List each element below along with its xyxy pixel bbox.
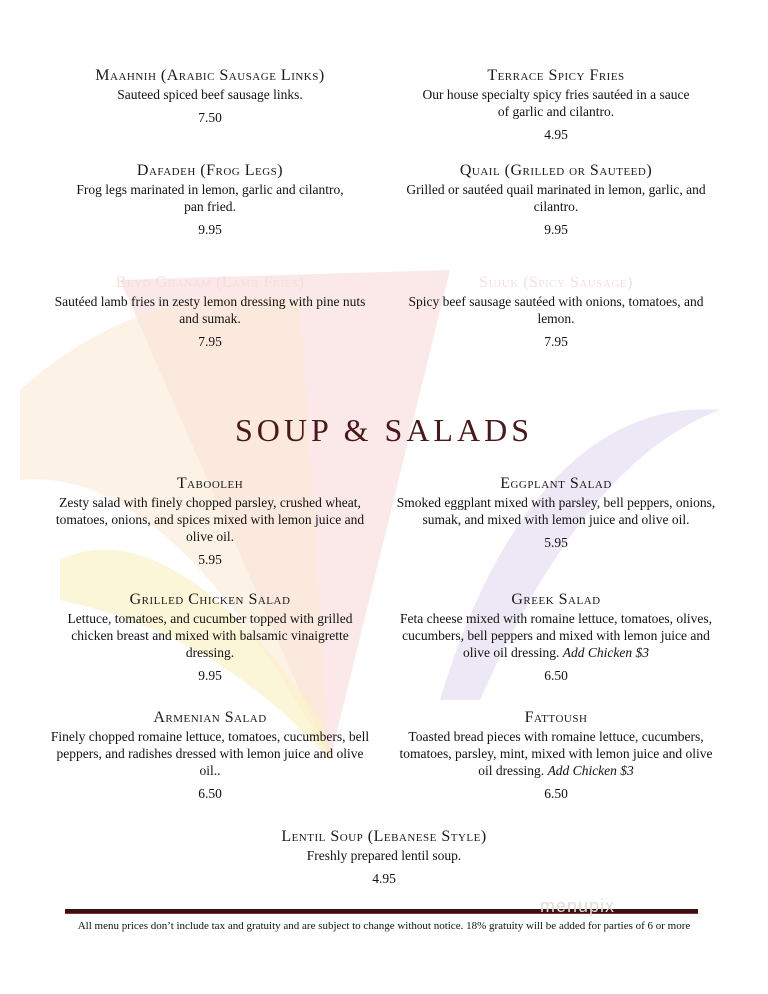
item-price: 5.95 bbox=[198, 552, 222, 567]
item-price: 4.95 bbox=[372, 871, 396, 886]
item-description: Grilled or sautéed quail marinated in lemon, garlic, and cilantro. bbox=[406, 182, 706, 214]
menu-item bbox=[396, 475, 716, 551]
menu-item bbox=[50, 274, 370, 350]
menu-item bbox=[396, 591, 716, 684]
menu-item bbox=[50, 67, 370, 126]
add-chicken-note: Add Chicken $3 bbox=[547, 763, 634, 778]
menu-item bbox=[50, 709, 370, 802]
item-description: Smoked eggplant mixed with parsley, bell peppers, onions, sumak, and mixed with lemon juice and olive oil. bbox=[396, 495, 716, 527]
item-price: 9.95 bbox=[198, 668, 222, 683]
item-description bbox=[396, 728, 716, 779]
menu-item bbox=[224, 828, 544, 887]
item-title: Dafadeh (Frog Legs) bbox=[136, 162, 284, 179]
item-title: Fattoush bbox=[524, 709, 588, 726]
item-title: Tabooleh bbox=[176, 475, 244, 492]
item-price: 6.50 bbox=[544, 668, 568, 683]
item-price: 9.95 bbox=[198, 222, 222, 237]
item-title: Maahnih (Arabic Sausage Links) bbox=[95, 67, 325, 84]
item-price: 9.95 bbox=[544, 222, 568, 237]
menu-item bbox=[396, 274, 716, 350]
item-title: Armenian Salad bbox=[153, 709, 267, 726]
item-title: Lentil Soup (Lebanese Style) bbox=[281, 828, 487, 845]
menu-item bbox=[50, 591, 370, 684]
menu-item bbox=[396, 162, 716, 238]
item-price: 5.95 bbox=[544, 535, 568, 550]
add-chicken-note: Add Chicken $3 bbox=[562, 645, 649, 660]
item-description: Sauteed spiced beef sausage links. bbox=[117, 87, 303, 102]
description-text: Toasted bread pieces with romaine lettuce, cucumbers, tomatoes, parsley, mint, mixed with lemon juice and olive oil dressing. bbox=[399, 729, 713, 778]
footer-note: All menu prices don’t include tax and gratuity and are subject to change without notice. 18% gratuity will be added for parties of 6 or more bbox=[77, 920, 691, 932]
item-title: Terrace Spicy Fries bbox=[487, 67, 625, 84]
menu-item bbox=[396, 709, 716, 802]
item-title: Eggplant Salad bbox=[500, 475, 612, 492]
item-price: 6.50 bbox=[198, 786, 222, 801]
item-title: Beyd Ghanam (Lamb Fries) bbox=[115, 274, 305, 291]
item-price: 4.95 bbox=[544, 127, 568, 142]
item-description: Our house specialty spicy fries sautéed in a sauce of garlic and cilantro. bbox=[422, 87, 690, 119]
item-description: Sautéed lamb fries in zesty lemon dressing with pine nuts and sumak. bbox=[54, 294, 366, 326]
item-price: 7.50 bbox=[198, 110, 222, 125]
menu-item bbox=[396, 67, 716, 143]
watermark: menupix bbox=[540, 896, 616, 916]
item-title: Sujuk (Spicy Sausage) bbox=[479, 274, 633, 291]
description-text: Feta cheese mixed with romaine lettuce, tomatoes, olives, cucumbers, bell peppers and mixed with lemon juice and olive oil dressing. bbox=[400, 611, 712, 660]
item-description: Lettuce, tomatoes, and cucumber topped with grilled chicken breast and mixed with balsamic vinaigrette dressing. bbox=[67, 611, 353, 660]
item-title: Grilled Chicken Salad bbox=[129, 591, 291, 608]
item-price: 6.50 bbox=[544, 786, 568, 801]
section-heading: SOUP & SALADS bbox=[235, 412, 533, 448]
item-description: Freshly prepared lentil soup. bbox=[306, 848, 462, 863]
item-title: Quail (Grilled or Sauteed) bbox=[459, 162, 653, 179]
item-price: 7.95 bbox=[544, 334, 568, 349]
item-description: Frog legs marinated in lemon, garlic and cilantro, pan fried. bbox=[76, 182, 344, 214]
item-title: Greek Salad bbox=[511, 591, 601, 608]
item-description: Spicy beef sausage sautéed with onions, tomatoes, and lemon. bbox=[408, 294, 704, 326]
item-price: 7.95 bbox=[198, 334, 222, 349]
menu-item bbox=[50, 475, 370, 568]
item-description bbox=[396, 610, 716, 661]
menu-item bbox=[50, 162, 370, 238]
item-description: Zesty salad with finely chopped parsley, crushed wheat, tomatoes, onions, and spices mixed with lemon juice and olive oil. bbox=[55, 495, 365, 544]
item-description: Finely chopped romaine lettuce, tomatoes, cucumbers, bell peppers, and radishes dressed with lemon juice and olive oil.. bbox=[50, 729, 370, 778]
